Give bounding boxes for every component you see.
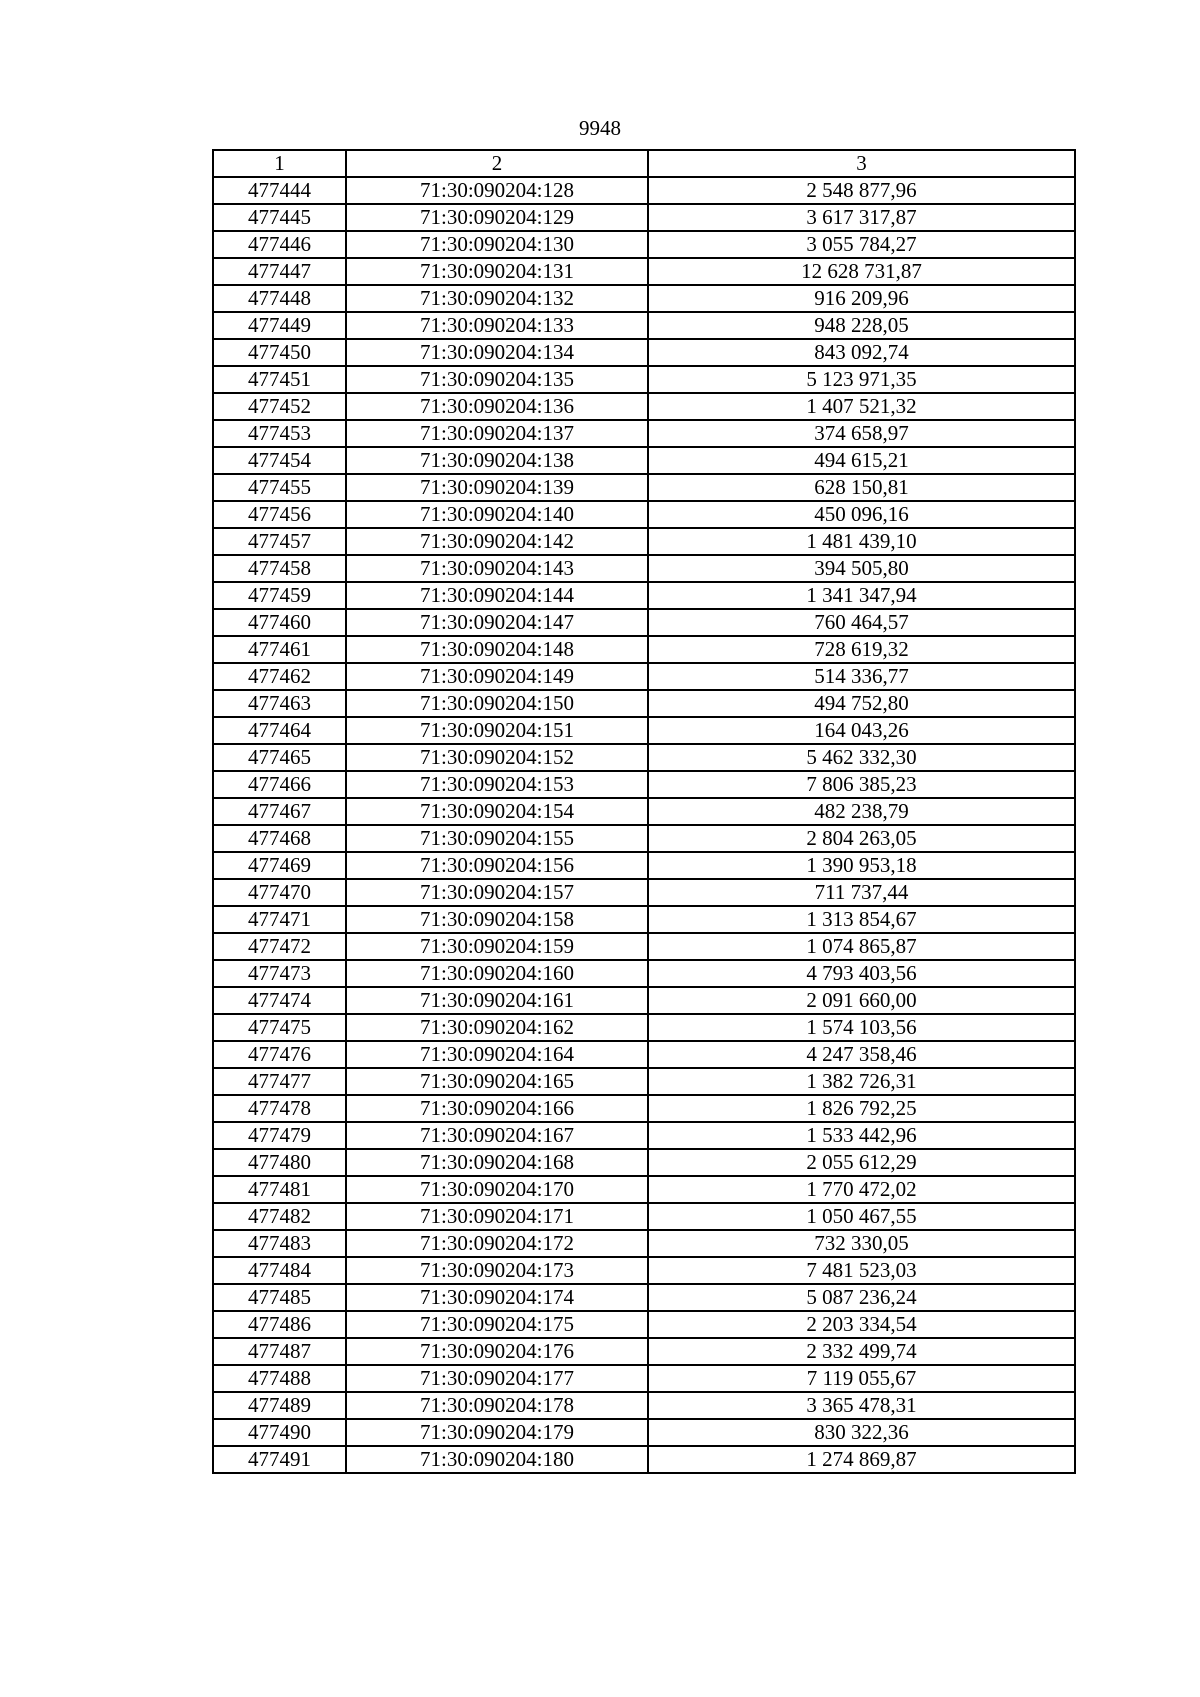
table-row [213,1338,1075,1365]
cell-value: 830 322,36 [648,1419,1075,1446]
table-row [213,798,1075,825]
cell-value: 628 150,81 [648,474,1075,501]
cell-cadastral-number: 71:30:090204:160 [346,960,648,987]
table-row [213,420,1075,447]
cell-cadastral-number: 71:30:090204:128 [346,177,648,204]
cell-value: 1 074 865,87 [648,933,1075,960]
cell-number: 477444 [213,177,346,204]
table-row [213,636,1075,663]
cell-number: 477478 [213,1095,346,1122]
cell-number: 477482 [213,1203,346,1230]
table-header [213,150,1075,177]
cell-cadastral-number: 71:30:090204:135 [346,366,648,393]
column-header-2: 2 [346,150,648,177]
cell-cadastral-number: 71:30:090204:151 [346,717,648,744]
cell-value: 1 574 103,56 [648,1014,1075,1041]
table-row [213,582,1075,609]
table-row [213,1122,1075,1149]
table-row [213,1176,1075,1203]
data-table [212,149,1076,1474]
cell-value: 5 087 236,24 [648,1284,1075,1311]
cell-value: 843 092,74 [648,339,1075,366]
cell-cadastral-number: 71:30:090204:149 [346,663,648,690]
table-row [213,1149,1075,1176]
cell-number: 477491 [213,1446,346,1473]
table-row [213,1365,1075,1392]
table-row [213,1068,1075,1095]
cell-value: 1 481 439,10 [648,528,1075,555]
cell-cadastral-number: 71:30:090204:140 [346,501,648,528]
cell-cadastral-number: 71:30:090204:148 [346,636,648,663]
cell-value: 2 055 612,29 [648,1149,1075,1176]
cell-value: 494 615,21 [648,447,1075,474]
cell-cadastral-number: 71:30:090204:174 [346,1284,648,1311]
cell-number: 477473 [213,960,346,987]
cell-value: 1 770 472,02 [648,1176,1075,1203]
table-row [213,528,1075,555]
cell-value: 450 096,16 [648,501,1075,528]
cell-value: 494 752,80 [648,690,1075,717]
cell-cadastral-number: 71:30:090204:154 [346,798,648,825]
table-row [213,1446,1075,1473]
cell-number: 477449 [213,312,346,339]
cell-cadastral-number: 71:30:090204:179 [346,1419,648,1446]
table-row [213,474,1075,501]
cell-cadastral-number: 71:30:090204:168 [346,1149,648,1176]
table-row [213,717,1075,744]
cell-cadastral-number: 71:30:090204:139 [346,474,648,501]
cell-number: 477466 [213,771,346,798]
cell-value: 732 330,05 [648,1230,1075,1257]
cell-value: 4 793 403,56 [648,960,1075,987]
cell-value: 374 658,97 [648,420,1075,447]
cell-value: 514 336,77 [648,663,1075,690]
cell-value: 728 619,32 [648,636,1075,663]
cell-number: 477476 [213,1041,346,1068]
cell-value: 7 481 523,03 [648,1257,1075,1284]
cell-cadastral-number: 71:30:090204:161 [346,987,648,1014]
column-header-3: 3 [648,150,1075,177]
cell-number: 477461 [213,636,346,663]
cell-cadastral-number: 71:30:090204:142 [346,528,648,555]
cell-value: 916 209,96 [648,285,1075,312]
cell-cadastral-number: 71:30:090204:180 [346,1446,648,1473]
table-row [213,609,1075,636]
cell-number: 477467 [213,798,346,825]
cell-number: 477484 [213,1257,346,1284]
cell-cadastral-number: 71:30:090204:147 [346,609,648,636]
cell-cadastral-number: 71:30:090204:171 [346,1203,648,1230]
cell-cadastral-number: 71:30:090204:177 [346,1365,648,1392]
table-row [213,744,1075,771]
cell-number: 477457 [213,528,346,555]
cell-cadastral-number: 71:30:090204:152 [346,744,648,771]
cell-number: 477462 [213,663,346,690]
cell-value: 760 464,57 [648,609,1075,636]
cell-number: 477475 [213,1014,346,1041]
cell-number: 477477 [213,1068,346,1095]
table-header-row [213,150,1075,177]
cell-number: 477453 [213,420,346,447]
cell-cadastral-number: 71:30:090204:133 [346,312,648,339]
cell-cadastral-number: 71:30:090204:134 [346,339,648,366]
cell-value: 1 826 792,25 [648,1095,1075,1122]
cell-value: 3 365 478,31 [648,1392,1075,1419]
cell-cadastral-number: 71:30:090204:131 [346,258,648,285]
cell-value: 1 382 726,31 [648,1068,1075,1095]
table-row [213,1311,1075,1338]
cell-cadastral-number: 71:30:090204:172 [346,1230,648,1257]
cell-value: 4 247 358,46 [648,1041,1075,1068]
table-row [213,339,1075,366]
table-row [213,933,1075,960]
cell-number: 477458 [213,555,346,582]
cell-value: 1 390 953,18 [648,852,1075,879]
cell-cadastral-number: 71:30:090204:129 [346,204,648,231]
cell-number: 477468 [213,825,346,852]
cell-number: 477479 [213,1122,346,1149]
cell-number: 477481 [213,1176,346,1203]
cell-number: 477487 [213,1338,346,1365]
cell-cadastral-number: 71:30:090204:164 [346,1041,648,1068]
cell-number: 477445 [213,204,346,231]
table-row [213,1014,1075,1041]
cell-cadastral-number: 71:30:090204:136 [346,393,648,420]
cell-number: 477460 [213,609,346,636]
cell-number: 477488 [213,1365,346,1392]
table-row [213,1419,1075,1446]
table-row [213,312,1075,339]
cell-number: 477456 [213,501,346,528]
cell-cadastral-number: 71:30:090204:156 [346,852,648,879]
cell-cadastral-number: 71:30:090204:165 [346,1068,648,1095]
table-row [213,555,1075,582]
cell-value: 7 119 055,67 [648,1365,1075,1392]
cell-number: 477464 [213,717,346,744]
table-row [213,501,1075,528]
table-row [213,960,1075,987]
cell-number: 477486 [213,1311,346,1338]
cell-value: 482 238,79 [648,798,1075,825]
cell-cadastral-number: 71:30:090204:166 [346,1095,648,1122]
cell-number: 477454 [213,447,346,474]
table-row [213,987,1075,1014]
cell-number: 477474 [213,987,346,1014]
table-row [213,1095,1075,1122]
table-body [213,177,1075,1473]
table-row [213,1284,1075,1311]
cell-cadastral-number: 71:30:090204:158 [346,906,648,933]
cell-number: 477472 [213,933,346,960]
cell-number: 477465 [213,744,346,771]
cell-cadastral-number: 71:30:090204:162 [346,1014,648,1041]
page-number: 9948 [579,116,621,140]
cell-number: 477450 [213,339,346,366]
cell-cadastral-number: 71:30:090204:157 [346,879,648,906]
cell-value: 12 628 731,87 [648,258,1075,285]
cell-value: 2 332 499,74 [648,1338,1075,1365]
cell-number: 477489 [213,1392,346,1419]
table-row [213,366,1075,393]
cell-number: 477480 [213,1149,346,1176]
cell-value: 164 043,26 [648,717,1075,744]
cell-number: 477483 [213,1230,346,1257]
table-row [213,447,1075,474]
cell-cadastral-number: 71:30:090204:176 [346,1338,648,1365]
cell-number: 477452 [213,393,346,420]
cell-cadastral-number: 71:30:090204:155 [346,825,648,852]
cell-cadastral-number: 71:30:090204:170 [346,1176,648,1203]
table-row [213,771,1075,798]
cell-number: 477451 [213,366,346,393]
cell-cadastral-number: 71:30:090204:159 [346,933,648,960]
cell-value: 394 505,80 [648,555,1075,582]
cell-value: 3 055 784,27 [648,231,1075,258]
cell-cadastral-number: 71:30:090204:178 [346,1392,648,1419]
cell-value: 1 341 347,94 [648,582,1075,609]
cell-number: 477470 [213,879,346,906]
cell-cadastral-number: 71:30:090204:143 [346,555,648,582]
cell-number: 477455 [213,474,346,501]
cell-cadastral-number: 71:30:090204:175 [346,1311,648,1338]
table-row [213,906,1075,933]
table-row [213,1257,1075,1284]
cell-value: 711 737,44 [648,879,1075,906]
cell-cadastral-number: 71:30:090204:173 [346,1257,648,1284]
cell-cadastral-number: 71:30:090204:130 [346,231,648,258]
cell-number: 477485 [213,1284,346,1311]
table-row [213,285,1075,312]
cell-value: 1 050 467,55 [648,1203,1075,1230]
cell-number: 477463 [213,690,346,717]
cell-value: 948 228,05 [648,312,1075,339]
table-row [213,852,1075,879]
cell-cadastral-number: 71:30:090204:132 [346,285,648,312]
table-row [213,663,1075,690]
cell-number: 477471 [213,906,346,933]
cell-number: 477469 [213,852,346,879]
cell-value: 1 533 442,96 [648,1122,1075,1149]
cell-cadastral-number: 71:30:090204:167 [346,1122,648,1149]
table-row [213,204,1075,231]
table-row [213,879,1075,906]
cell-value: 2 203 334,54 [648,1311,1075,1338]
cell-value: 1 407 521,32 [648,393,1075,420]
cell-cadastral-number: 71:30:090204:144 [346,582,648,609]
table-row [213,177,1075,204]
cell-number: 477448 [213,285,346,312]
table-row [213,1392,1075,1419]
cell-number: 477459 [213,582,346,609]
cell-cadastral-number: 71:30:090204:150 [346,690,648,717]
cell-value: 1 313 854,67 [648,906,1075,933]
cell-value: 5 123 971,35 [648,366,1075,393]
table-row [213,258,1075,285]
cell-cadastral-number: 71:30:090204:153 [346,771,648,798]
cell-number: 477447 [213,258,346,285]
table-row [213,690,1075,717]
table-row [213,393,1075,420]
cell-value: 3 617 317,87 [648,204,1075,231]
cell-value: 2 804 263,05 [648,825,1075,852]
table-row [213,1203,1075,1230]
column-header-1: 1 [213,150,346,177]
table-row [213,825,1075,852]
cell-cadastral-number: 71:30:090204:137 [346,420,648,447]
table-row [213,231,1075,258]
table-row [213,1041,1075,1068]
cell-value: 2 091 660,00 [648,987,1075,1014]
cell-number: 477446 [213,231,346,258]
cell-number: 477490 [213,1419,346,1446]
cell-value: 1 274 869,87 [648,1446,1075,1473]
cell-value: 2 548 877,96 [648,177,1075,204]
table-row [213,1230,1075,1257]
cell-value: 7 806 385,23 [648,771,1075,798]
cell-value: 5 462 332,30 [648,744,1075,771]
cell-cadastral-number: 71:30:090204:138 [346,447,648,474]
